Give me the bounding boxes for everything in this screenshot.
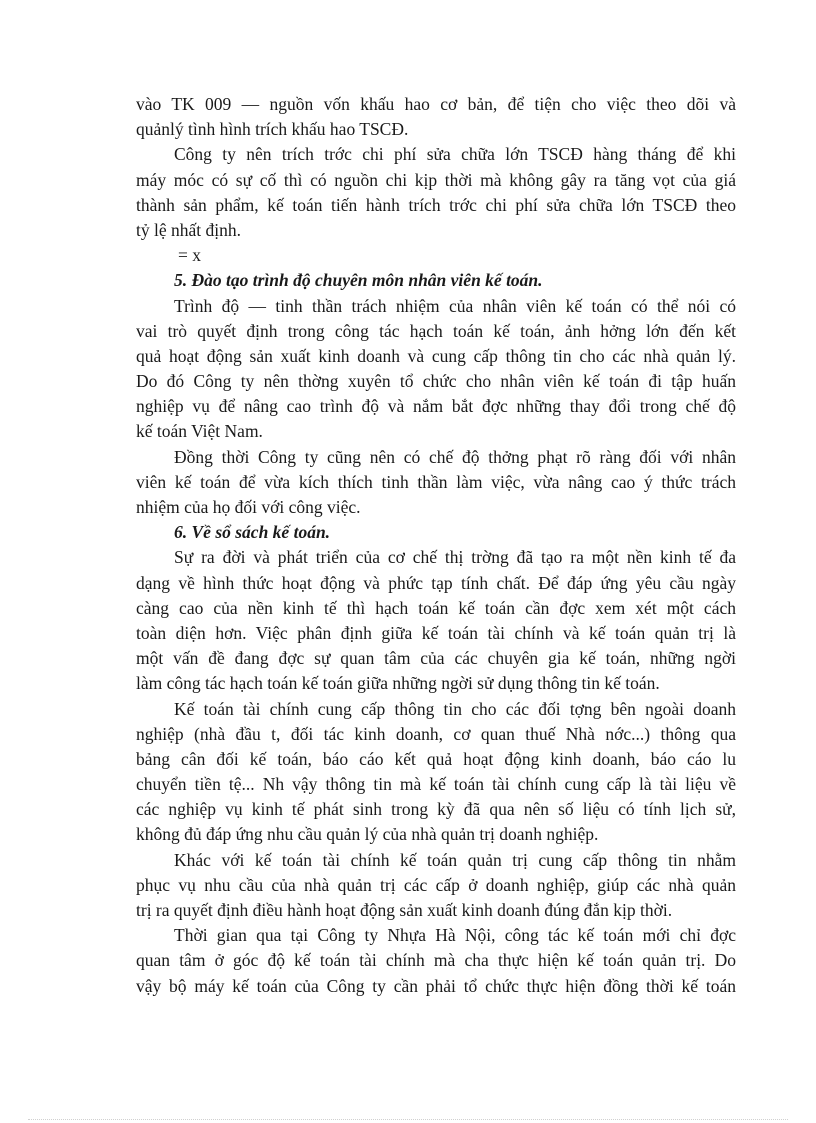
text-line: kế toán Việt Nam. [136,421,263,442]
text-line: Khác với kế toán tài chính kế toán quản trị cung cấp thông tin nhằm [174,849,736,870]
text-line: nghiệp (nhà đầu t, đối tác kinh doanh, cơ quan thuế Nhà nớc...) thông qua [136,723,736,744]
text-line: làm công tác hạch toán kế toán giữa những ngời sử dụng thông tin kế toán. [136,673,660,694]
text-line: toàn diện hơn. Việc phân định giữa kế toán tài chính và kế toán quản trị là [136,622,736,643]
document-page [136,92,736,999]
text-line: các nghiệp vụ kinh tế phát sinh trong kỳ đã qua nên số liệu có tính lịch sử, [136,799,736,820]
text-line: càng cao của nền kinh tế thì hạch toán kế toán cần đợc xem xét một cách [136,597,736,618]
text-line: tỷ lệ nhất định. [136,219,241,240]
text-line: dạng về hình thức hoạt động và phức tạp tính chất. Để đáp ứng yêu cầu ngày [136,572,736,593]
section-heading: 6. Về sổ sách kế toán. [174,522,331,543]
text-line: vào TK 009 — nguồn vốn khấu hao cơ bản, để tiện cho việc theo dõi và [136,94,736,114]
section-heading: 5. Đào tạo trình độ chuyên môn nhân viên kế toán. [174,270,543,291]
text-line: nhiệm của họ đối với công việc. [136,497,361,517]
text-line: nghiệp vụ để nâng cao trình độ và nắm bắt đợc những thay đổi trong chế độ [136,396,736,417]
formula-line: = x [178,245,201,266]
text-line: thành sản phẩm, kế toán tiến hành trích trớc chi phí sửa chữa lớn TSCĐ theo [136,194,736,215]
page-bottom-border [28,1119,788,1120]
text-line: không đủ đáp ứng nhu cầu quản lý của nhà quản trị doanh nghiệp. [136,824,599,845]
text-line: Do đó Công ty nên thờng xuyên tổ chức cho nhân viên kế toán đi tập huấn [136,371,736,392]
text-line: Công ty nên trích trớc chi phí sửa chữa lớn TSCĐ hàng tháng để khi [174,144,736,165]
text-line: một vấn đề đang đợc sự quan tâm của các chuyên gia kế toán, những ngời [136,648,736,669]
text-line: Trình độ — tinh thần trách nhiệm của nhân viên kế toán có thể nói có [174,295,736,316]
text-line: viên kế toán để vừa kích thích tinh thần làm việc, vừa nâng cao ý thức trách [136,471,736,492]
text-line: chuyển tiền tệ... Nh vậy thông tin mà kế toán tài chính cung cấp là tài liệu về [136,774,736,795]
text-line: trị ra quyết định điều hành hoạt động sản xuất kinh doanh đúng đắn kịp thời. [136,900,673,920]
text-line: máy móc có sự cố thì có nguồn chi kịp thời mà không gây ra tăng vọt của giá [136,169,736,190]
text-line: Kế toán tài chính cung cấp thông tin cho các đối tợng bên ngoài doanh [174,698,736,719]
text-line: Sự ra đời và phát triển của cơ chế thị trờng đã tạo ra một nền kinh tế đa [174,547,736,568]
text-line: vai trò quyết định trong công tác hạch toán kế toán, ảnh hởng lớn đến kết [136,320,736,341]
text-line: bảng cân đối kế toán, báo cáo kết quả hoạt động kinh doanh, báo cáo lu [136,748,736,769]
text-line: Đồng thời Công ty cũng nên có chế độ thởng phạt rõ ràng đối với nhân [174,446,736,467]
text-line: quan tâm ở góc độ kế toán tài chính mà cha thực hiện kế toán quản trị. Do [136,950,736,971]
text-line: quả hoạt động sản xuất kinh doanh và cung cấp thông tin cho các nhà quản lý. [136,345,736,366]
text-line: Thời gian qua tại Công ty Nhựa Hà Nội, công tác kế toán mới chỉ đợc [174,925,736,946]
text-line: phục vụ nhu cầu của nhà quản trị các cấp ở doanh nghiệp, giúp các nhà quản [136,874,736,895]
text-line: vậy bộ máy kế toán của Công ty cần phải tổ chức thực hiện đồng thời kế toán [136,975,736,996]
text-line: quảnlý tình hình trích khấu hao TSCĐ. [136,119,409,140]
